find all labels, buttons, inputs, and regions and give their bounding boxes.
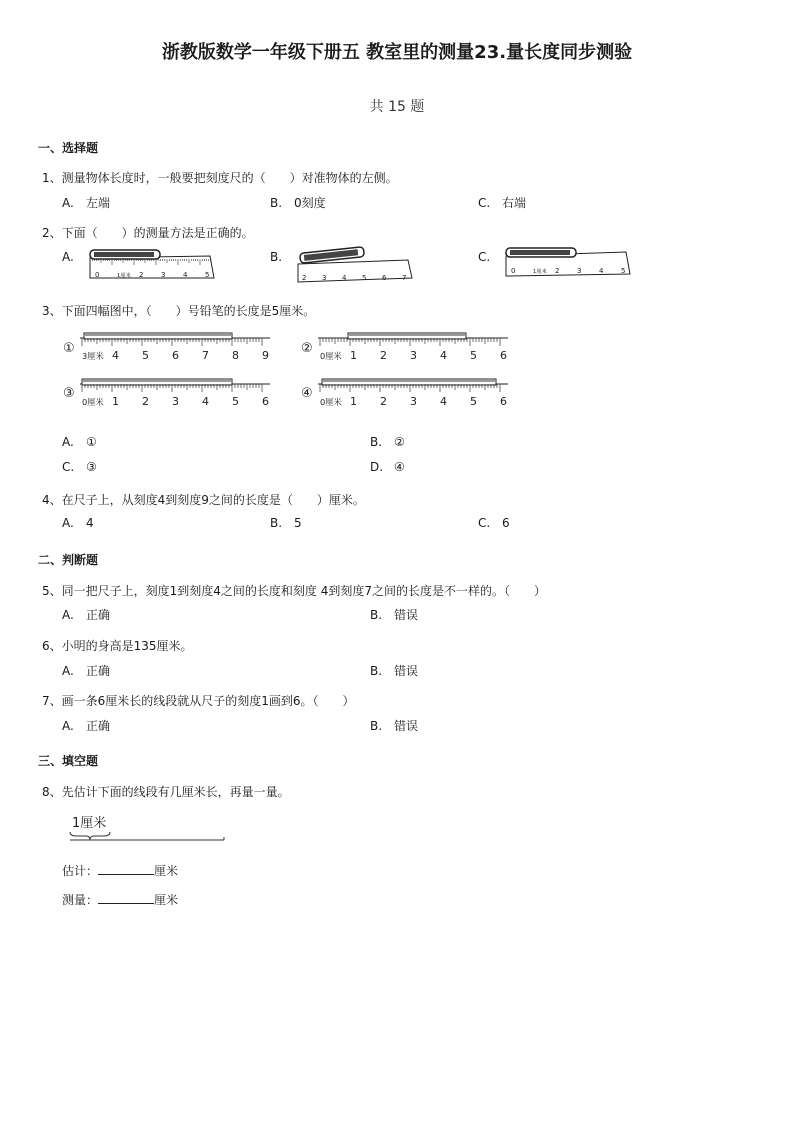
ruler-label: 4 — [183, 271, 188, 279]
ruler-label: 5 — [205, 271, 210, 279]
q8-estimate-row: 估计： 厘米 — [62, 864, 179, 878]
q2-option-b[interactable]: B. — [270, 250, 283, 264]
ruler-label: 3 — [322, 274, 327, 282]
ruler-label: 5 — [232, 395, 239, 408]
ruler-label: 4 — [440, 395, 447, 408]
q3-fig2-number: ② — [301, 341, 313, 356]
measure-blank[interactable] — [98, 891, 154, 904]
ruler-label: 3 — [410, 349, 417, 362]
ruler-label: 2 — [142, 395, 149, 408]
q7-option-a[interactable]: A. 正确 — [62, 719, 111, 733]
ruler-label: 0厘米 — [320, 397, 342, 407]
ruler-label: 1 — [350, 349, 357, 362]
q4-option-b[interactable]: B. 5 — [270, 516, 302, 530]
question-8-text: 8、先估计下面的线段有几厘米长，再量一量。 — [42, 785, 290, 799]
q2-figure-b-ruler — [296, 246, 416, 286]
q4-option-a[interactable]: A. 4 — [62, 516, 94, 530]
question-5-text: 5、同一把尺子上，刻度1到刻度4之间的长度和刻度 4到刻度7之间的长度是不一样的。（ ） — [42, 584, 546, 598]
question-7-text: 7、画一条6厘米长的线段就从尺子的刻度1画到6。（ ） — [42, 694, 355, 708]
q8-brace-label: 1厘米 — [72, 816, 107, 831]
estimate-blank[interactable] — [98, 862, 154, 875]
ruler-label: 8 — [232, 349, 239, 362]
q5-option-b[interactable]: B. 错误 — [370, 608, 419, 622]
q3-fig4-labels — [320, 395, 507, 408]
section-heading: 三、填空题 — [38, 754, 99, 768]
ruler-label: 3 — [172, 395, 179, 408]
ruler-label: 2 — [139, 271, 144, 279]
q3-figure-4 — [300, 376, 510, 410]
ruler-label: 7 — [202, 349, 209, 362]
question-count: 共 15 题 — [369, 99, 425, 115]
ruler-label: 1 — [112, 395, 119, 408]
ruler-label: 5 — [621, 267, 626, 275]
ruler-label: 3 — [161, 271, 166, 279]
q5-option-a[interactable]: A. 正确 — [62, 608, 111, 622]
ruler-label: 1厘米 — [533, 269, 547, 275]
question-4-text: 4、在尺子上，从刻度4到刻度9之间的长度是（ ）厘米。 — [42, 493, 365, 507]
page-title: 浙教版数学一年级下册五 教室里的测量23.量长度同步测验 — [161, 42, 633, 63]
ruler-label: 0厘米 — [320, 351, 342, 361]
q2-option-a[interactable]: A. — [62, 250, 74, 264]
ruler-label: 5 — [142, 349, 149, 362]
q6-option-a[interactable]: A. 正确 — [62, 664, 111, 678]
ruler-label: 4 — [342, 274, 347, 282]
ruler-label: 9 — [262, 349, 269, 362]
ruler-label: 0 — [511, 267, 516, 275]
ruler-label: 2 — [380, 349, 387, 362]
ruler-label: 5 — [362, 274, 367, 282]
ruler-label: 2 — [302, 274, 307, 282]
ruler-label: 3厘米 — [82, 351, 104, 361]
question-3-text: 3、下面四幅图中，（ ）号铅笔的长度是5厘米。 — [42, 304, 316, 318]
ruler-label: 3 — [577, 267, 582, 275]
ruler-label: 6 — [500, 395, 507, 408]
section-heading: 二、判断题 — [38, 553, 99, 567]
q3-option-b[interactable]: B. ② — [370, 435, 405, 449]
ruler-label: 5 — [470, 349, 477, 362]
q3-option-c[interactable]: C. ③ — [62, 460, 97, 474]
ruler-label: 2 — [555, 267, 560, 275]
q1-option-a[interactable]: A. 左端 — [62, 196, 111, 210]
q3-figure-2 — [300, 332, 510, 366]
q3-fig1-number: ① — [63, 341, 75, 356]
ruler-label: 7 — [402, 274, 407, 282]
q3-figure-3 — [62, 376, 272, 410]
q3-option-a[interactable]: A. ① — [62, 435, 97, 449]
q3-fig1-labels — [82, 349, 269, 362]
ruler-label: 3 — [410, 395, 417, 408]
q8-line-segment — [68, 812, 228, 844]
q3-fig4-number: ④ — [301, 386, 313, 401]
ruler-label: 6 — [382, 274, 387, 282]
q3-fig2-labels — [320, 349, 507, 362]
ruler-label: 6 — [500, 349, 507, 362]
q2-option-c[interactable]: C. — [478, 250, 491, 264]
ruler-label: 0 — [95, 271, 100, 279]
ruler-label: 6 — [262, 395, 269, 408]
q4-option-c[interactable]: C. 6 — [478, 516, 510, 530]
ruler-label: 1 — [350, 395, 357, 408]
q2-figure-c-ruler — [504, 246, 634, 280]
question-2-text: 2、下面（ ）的测量方法是正确的。 — [42, 226, 254, 240]
ruler-label: 4 — [202, 395, 209, 408]
q1-option-b[interactable]: B. 0刻度 — [270, 196, 326, 210]
ruler-label: 6 — [172, 349, 179, 362]
q1-option-c[interactable]: C. 右端 — [478, 196, 527, 210]
q2-figure-a-ruler — [88, 248, 218, 282]
ruler-label: 4 — [112, 349, 119, 362]
q3-fig3-labels — [82, 395, 269, 408]
question-6-text: 6、小明的身高是135厘米。 — [42, 639, 193, 653]
q3-fig3-number: ③ — [63, 386, 75, 401]
ruler-label: 1厘米 — [117, 273, 131, 279]
ruler-label: 5 — [470, 395, 477, 408]
q8-measure-row: 测量： 厘米 — [62, 893, 179, 907]
q7-option-b[interactable]: B. 错误 — [370, 719, 419, 733]
ruler-label: 2 — [380, 395, 387, 408]
q6-option-b[interactable]: B. 错误 — [370, 664, 419, 678]
q3-figure-1 — [62, 332, 272, 366]
question-1-text: 1、测量物体长度时，一般要把刻度尺的（ ）对准物体的左侧。 — [42, 171, 398, 185]
ruler-label: 0厘米 — [82, 397, 104, 407]
section-heading: 一、选择题 — [38, 141, 99, 155]
q3-option-d[interactable]: D. ④ — [370, 460, 405, 474]
ruler-label: 4 — [440, 349, 447, 362]
ruler-label: 4 — [599, 267, 604, 275]
